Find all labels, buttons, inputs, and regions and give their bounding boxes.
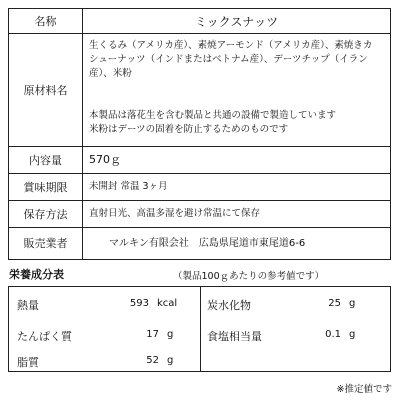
nutrition-title: 栄養成分表 — [9, 268, 64, 281]
nutrient-value-salt: 0.1 — [325, 329, 341, 340]
expiry-value: 未開封 常温 3ヶ月 — [89, 181, 168, 192]
nutrient-name-carbohydrate: 炭水化物 — [207, 299, 251, 312]
product-name: ミックスナッツ — [194, 14, 279, 29]
nutrient-value-fat: 52 — [146, 355, 159, 366]
allergy-line: 米粉はデーツの固着を防止するためのものです — [89, 124, 289, 135]
ingredients-line: 産）、米粉 — [89, 68, 132, 79]
nutrient-unit-protein: g — [167, 329, 174, 340]
estimate-footnote: ※推定値です — [336, 384, 392, 395]
nutrient-value-carbohydrate: 25 — [328, 298, 341, 309]
ingredients-label: 原材料名 — [23, 83, 68, 97]
seller-label: 販売業者 — [23, 237, 68, 250]
nutrient-name-salt: 食塩相当量 — [207, 330, 262, 343]
nutrition-table — [8, 286, 391, 372]
nutrient-name-fat: 脂質 — [17, 356, 39, 369]
ingredients-text — [89, 39, 384, 81]
storage-value: 直射日光、高温多湿を避け常温にて保存 — [89, 208, 261, 219]
nutrient-name-protein: たんぱく質 — [17, 330, 72, 343]
column-divider — [200, 287, 201, 371]
nutrient-value-protein: 17 — [146, 329, 159, 340]
allergy-notice — [89, 109, 384, 137]
name-label: 名称 — [34, 15, 57, 28]
seller-value: マルキン有限会社 広島県尾道市東尾道6-6 — [109, 237, 306, 249]
ingredients-line: シューナッツ（インドまたはベトナム産）、デーツチップ（イラン — [89, 54, 368, 65]
column-divider — [82, 9, 83, 259]
ingredients-line: 生くるみ（アメリカ産）、素焼アーモンド（アメリカ産）、素焼きカ — [89, 40, 373, 51]
nutrient-unit-salt: g — [349, 329, 356, 340]
nutrient-unit-carbohydrate: g — [349, 298, 356, 309]
nutrition-note: （製品100ｇあたりの参考値です） — [173, 271, 325, 282]
nutrient-unit-fat: g — [167, 355, 174, 366]
allergy-line: 本製品は落花生を含む製品と共通の設備で製造しています — [89, 110, 337, 121]
content-label: 内容量 — [29, 153, 62, 167]
nutrient-value-energy: 593 — [129, 298, 149, 309]
nutrient-name-energy: 熱量 — [17, 299, 39, 312]
nutrient-unit-energy: kcal — [157, 298, 178, 309]
product-info-table — [8, 8, 391, 260]
expiry-label: 賞味期限 — [23, 180, 68, 194]
content-value: 570ｇ — [89, 153, 121, 166]
storage-label: 保存方法 — [23, 207, 68, 221]
